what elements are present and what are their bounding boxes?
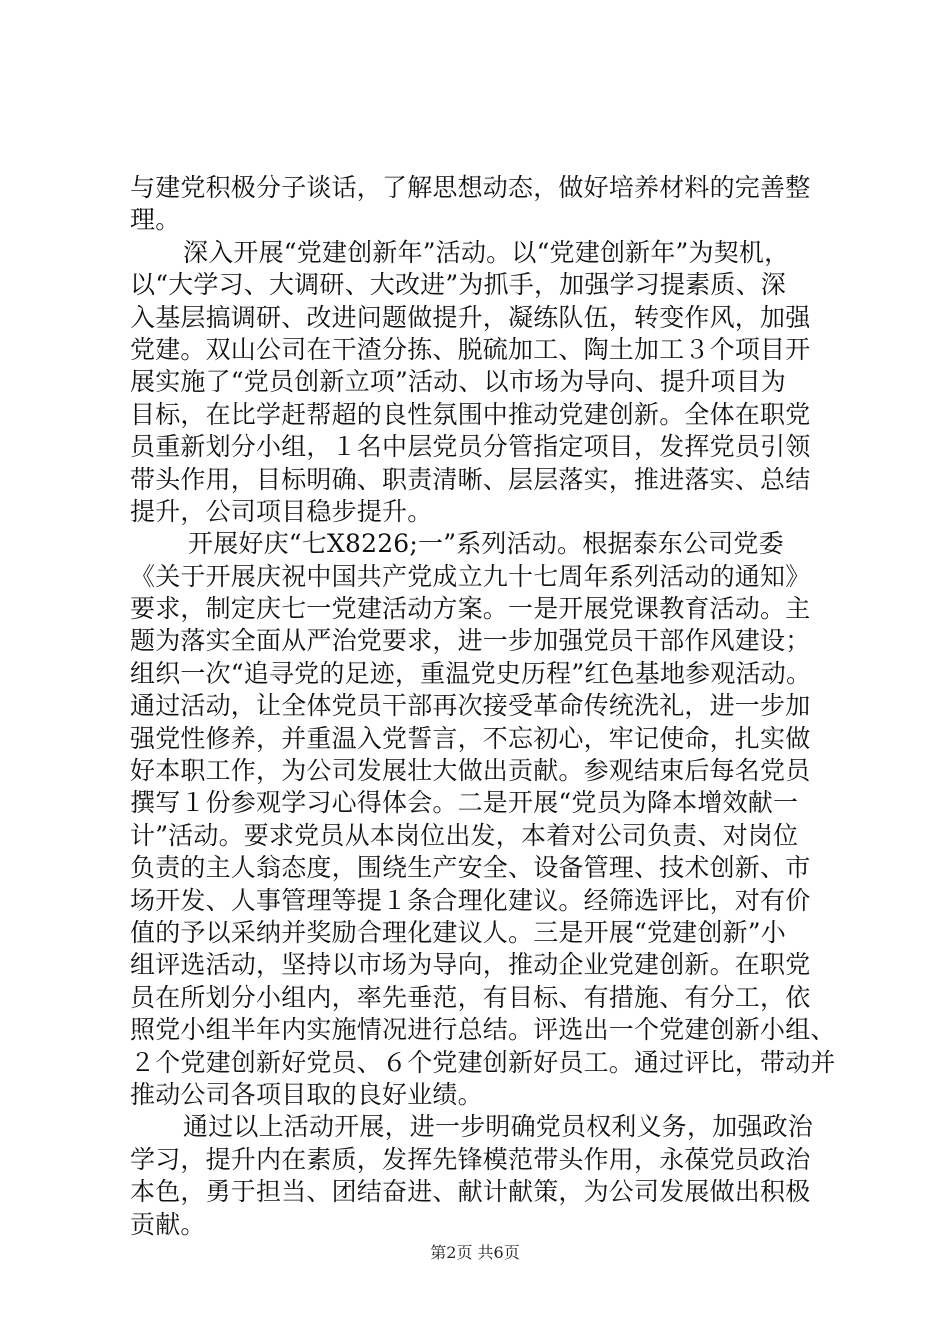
text-line: 提升，公司项目稳步提升。 (130, 496, 433, 526)
text-line: 学习，提升内在素质，发挥先锋模范带头作用，永葆党员政治 (130, 1144, 811, 1174)
text-line: 好本职工作，为公司发展壮大做出贡献。参观结束后每名党员 (130, 756, 811, 786)
text-line: 题为落实全面从严治党要求，进一步加强党员干部作风建设； (130, 626, 811, 656)
text-line: 组织一次“追寻党的足迹，重温党史历程”红色基地参观活动。 (130, 658, 812, 688)
text-line: 组评选活动，坚持以市场为导向，推动企业党建创新。在职党 (130, 950, 811, 980)
text-line: ２个党建创新好党员、６个党建创新好员工。通过评比，带动并 (130, 1047, 836, 1077)
text-line: 目标，在比学赶帮超的良性氛围中推动党建创新。全体在职党 (130, 399, 811, 429)
text-line: 场开发、人事管理等提１条合理化建议。经筛选评比，对有价 (130, 885, 811, 915)
text-line: 员在所划分小组内，率先垂范，有目标、有措施、有分工，依 (130, 982, 811, 1012)
text-line: 要求，制定庆七一党建活动方案。一是开展党课教育活动。主 (130, 594, 811, 624)
page-number-footer: 第2页 共6页 (430, 1243, 520, 1262)
text-line: 值的予以采纳并奖励合理化建议人。三是开展“党建创新”小 (130, 917, 786, 947)
text-line: 入基层搞调研、改进问题做提升，凝练队伍，转变作风，加强 (130, 302, 811, 332)
text-line: 以“大学习、大调研、大改进”为抓手，加强学习提素质、深 (130, 270, 786, 300)
text-line: 党建。双山公司在干渣分拣、脱硫加工、陶土加工３个项目开 (130, 334, 811, 364)
text-line: 照党小组半年内实施情况进行总结。评选出一个党建创新小组、 (130, 1015, 836, 1045)
text-line: 强党性修养，并重温入党誓言，不忘初心，牢记使命，扎实做 (130, 723, 811, 753)
text-line: 理。 (130, 205, 181, 235)
text-line: 计”活动。要求党员从本岗位出发，本着对公司负责、对岗位 (130, 820, 799, 850)
text-line: 本色，勇于担当、团结奋进、献计献策，为公司发展做出积极 (130, 1177, 811, 1207)
text-line: 负责的主人翁态度，围绕生产安全、设备管理、技术创新、市 (130, 853, 811, 883)
paragraph-4 (130, 1111, 850, 1241)
paragraph-3 (130, 528, 850, 1111)
text-line: 深入开展“党建创新年”活动。以“党建创新年”为契机， (183, 237, 790, 267)
text-line: 带头作用，目标明确、职责清晰、层层落实，推进落实、总结 (130, 464, 811, 494)
paragraph-1 (130, 172, 850, 237)
text-line: 通过以上活动开展，进一步明确党员权利义务，加强政治 (183, 1112, 814, 1142)
paragraph-2 (130, 237, 850, 529)
text-line: 推动公司各项目取的良好业绩。 (130, 1079, 483, 1109)
text-line: 员重新划分小组，１名中层党员分管指定项目，发挥党员引领 (130, 432, 811, 462)
text-line: 通过活动，让全体党员干部再次接受革命传统洗礼，进一步加 (130, 691, 811, 721)
text-line: 《关于开展庆祝中国共产党成立九十七周年系列活动的通知》 (130, 561, 811, 591)
document-body (130, 172, 850, 1241)
text-line: 开展好庆“七X8226;一”系列活动。根据泰东公司党委 (188, 529, 784, 559)
text-line: 贡献。 (130, 1209, 206, 1239)
text-line: 与建党积极分子谈话，了解思想动态，做好培养材料的完善整 (130, 173, 811, 202)
text-line: 展实施了“党员创新立项”活动、以市场为导向、提升项目为 (130, 367, 786, 397)
text-line: 撰写１份参观学习心得体会。二是开展“党员为降本增效献一 (130, 788, 799, 818)
